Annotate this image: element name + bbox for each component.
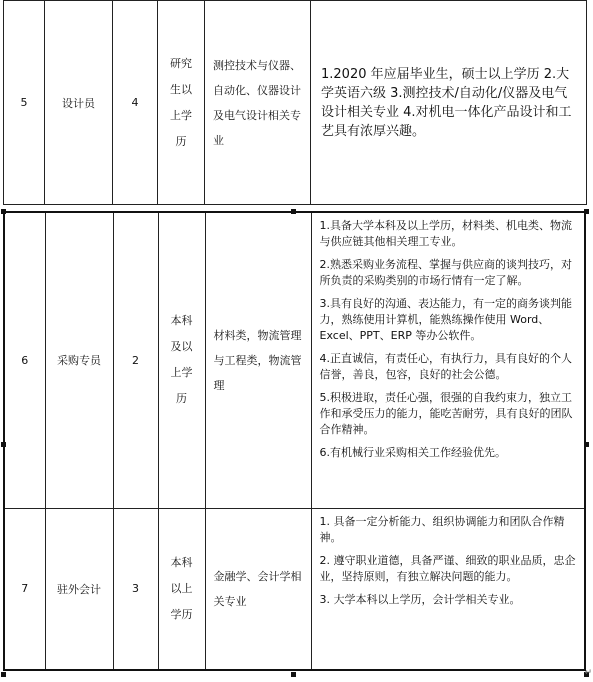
resize-handle-bottom-left[interactable]: [1, 672, 6, 677]
education-requirement: 本科及以上学历: [170, 314, 193, 406]
headcount: 2: [113, 212, 158, 508]
job-requirements: [311, 212, 585, 508]
position-name: 设计员: [45, 1, 113, 205]
requirement-item: 3.具有良好的沟通、表达能力，有一定的商务谈判能力，熟练使用计算机，能熟练操作使用 Word、Excel、PPT、ERP 等办公软件。: [319, 297, 572, 342]
row-number: 6: [4, 212, 45, 508]
resize-handle-bottom-center[interactable]: [291, 672, 296, 677]
education-requirement: 研究生以上学历: [170, 56, 192, 148]
position-name: 采购专员: [45, 212, 113, 508]
table-row: [4, 508, 585, 670]
major-requirement: 材料类，物流管理与工程类，物流管理: [205, 212, 311, 508]
requirement-item: 1. 具备一定分析能力、组织协调能力和团队合作精神。: [319, 514, 565, 544]
requirement-item: 2.熟悉采购业务流程、掌握与供应商的谈判技巧，对所负责的采购类别的市场行情有一定了解。: [319, 258, 572, 287]
major-requirement: 测控技术与仪器、自动化、仪器设计及电气设计相关专业: [205, 1, 311, 205]
job-requirements: 1.2020 年应届毕业生，硕士以上学历 2.大学英语六级 3.测控技术/自动化/仪器及电气设计相关专业 4.对机电一体化产品设计和工艺具有浓厚兴趣。: [311, 1, 587, 205]
resize-handle-top-center[interactable]: [291, 209, 296, 214]
resize-handle-top-right[interactable]: [584, 209, 589, 214]
education-requirement: 本科以上学历: [170, 555, 193, 621]
table-row: [4, 1, 587, 205]
job-requirements: [311, 508, 585, 670]
requirement-item: 1.具备大学本科及以上学历，材料类、机电类、物流与供应链其他相关理工专业。: [319, 219, 572, 248]
resize-handle-middle-left[interactable]: [1, 442, 6, 447]
resize-handle-middle-right[interactable]: [584, 442, 589, 447]
headcount: 4: [113, 1, 158, 205]
position-name: 驻外会计: [45, 508, 113, 670]
major-requirement: 金融学、会计学相关专业: [205, 508, 311, 670]
headcount: 3: [113, 508, 158, 670]
requirement-item: 6.有机械行业采购相关工作经验优先。: [319, 446, 506, 459]
requirement-item: 2. 遵守职业道德，具备严谨、细致的职业品质，忠企业，坚持原则，有独立解决问题的能力。: [319, 553, 576, 583]
job-table-bottom: [3, 211, 586, 671]
requirement-item: 4.正直诚信，有责任心，有执行力，具有良好的个人信誉，善良，包容，良好的社会公德。: [319, 352, 572, 381]
resize-handle-top-left[interactable]: [1, 209, 6, 214]
table-row: [4, 212, 585, 508]
requirement-item: 5.积极进取，责任心强，很强的自我约束力，独立工作和承受压力的能力，能吃苦耐劳，具有良好的团队合作精神。: [319, 391, 573, 436]
job-table-top: [3, 0, 587, 205]
row-number: 7: [4, 508, 45, 670]
requirement-item: 3. 大学本科以上学历，会计学相关专业。: [319, 592, 521, 606]
paragraph-mark: ↵: [584, 668, 592, 678]
row-number: 5: [4, 1, 45, 205]
